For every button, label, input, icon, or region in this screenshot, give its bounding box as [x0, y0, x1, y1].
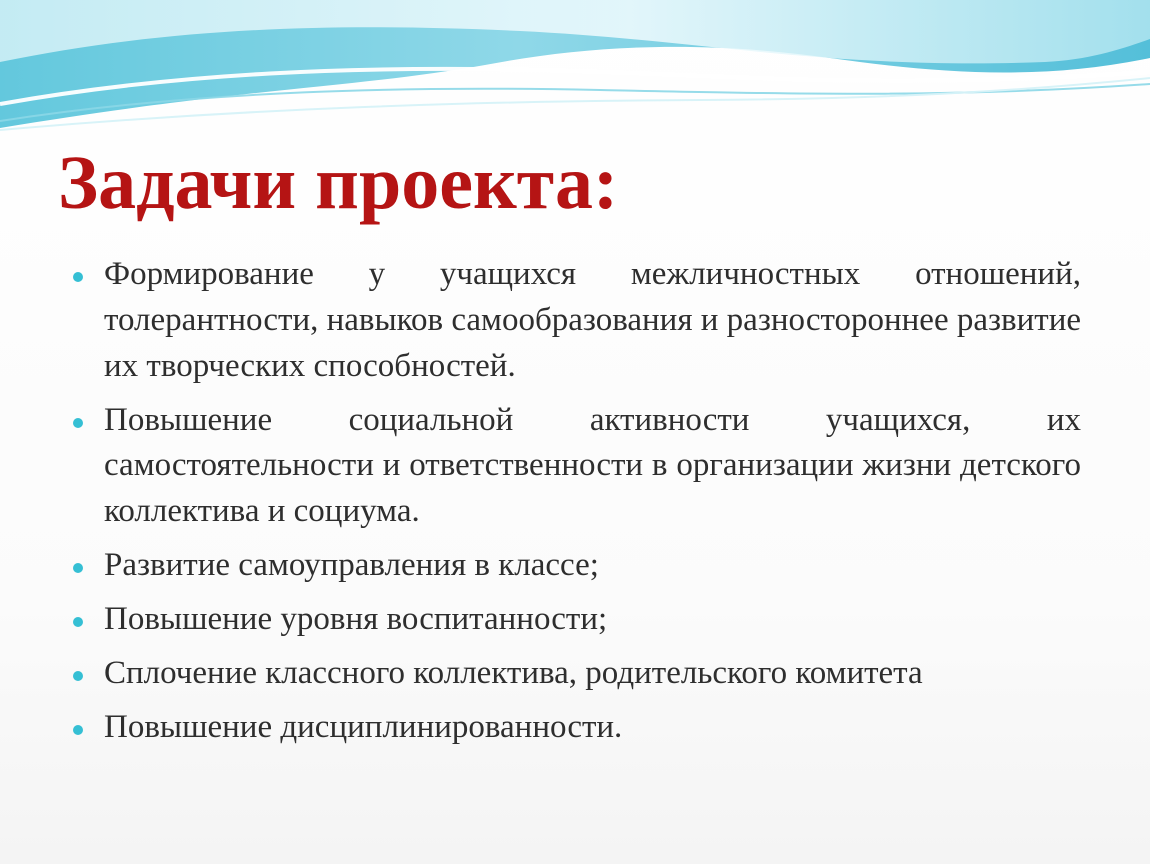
bullet-dot-icon [73, 671, 83, 681]
task-text-4: Повышение уровня воспитанности; [104, 601, 608, 638]
bullet-dot-icon [73, 418, 83, 428]
task-item-1 [73, 252, 1081, 390]
task-item-5 [73, 651, 1081, 697]
task-text-5: Сплочение классного коллектива, родительского комитета [104, 654, 923, 691]
task-text-6: Повышение дисциплинированности. [104, 708, 623, 745]
task-item-6 [73, 705, 1081, 751]
bullet-dot-icon [73, 272, 83, 282]
blue-wave-decoration [0, 0, 1150, 150]
task-item-4 [73, 597, 1081, 643]
task-text-3: Развитие самоуправления в классе; [104, 547, 599, 584]
task-text-1: Формирование у учащихся межличностных отношений, толерантности, навыков самообразования и разностороннее развитие их творческих способностей. [104, 256, 1081, 384]
bullet-dot-icon [73, 725, 83, 735]
slide-title: Задачи проекта: [58, 141, 619, 225]
bullet-dot-icon [73, 617, 83, 627]
bullet-dot-icon [73, 563, 83, 573]
task-item-3 [73, 543, 1081, 589]
task-item-2 [73, 398, 1081, 536]
project-tasks-list [73, 252, 1081, 759]
task-text-2: Повышение социальной активности учащихся, их самостоятельности и ответственности в организации жизни детского коллектива и социума. [104, 401, 1081, 530]
